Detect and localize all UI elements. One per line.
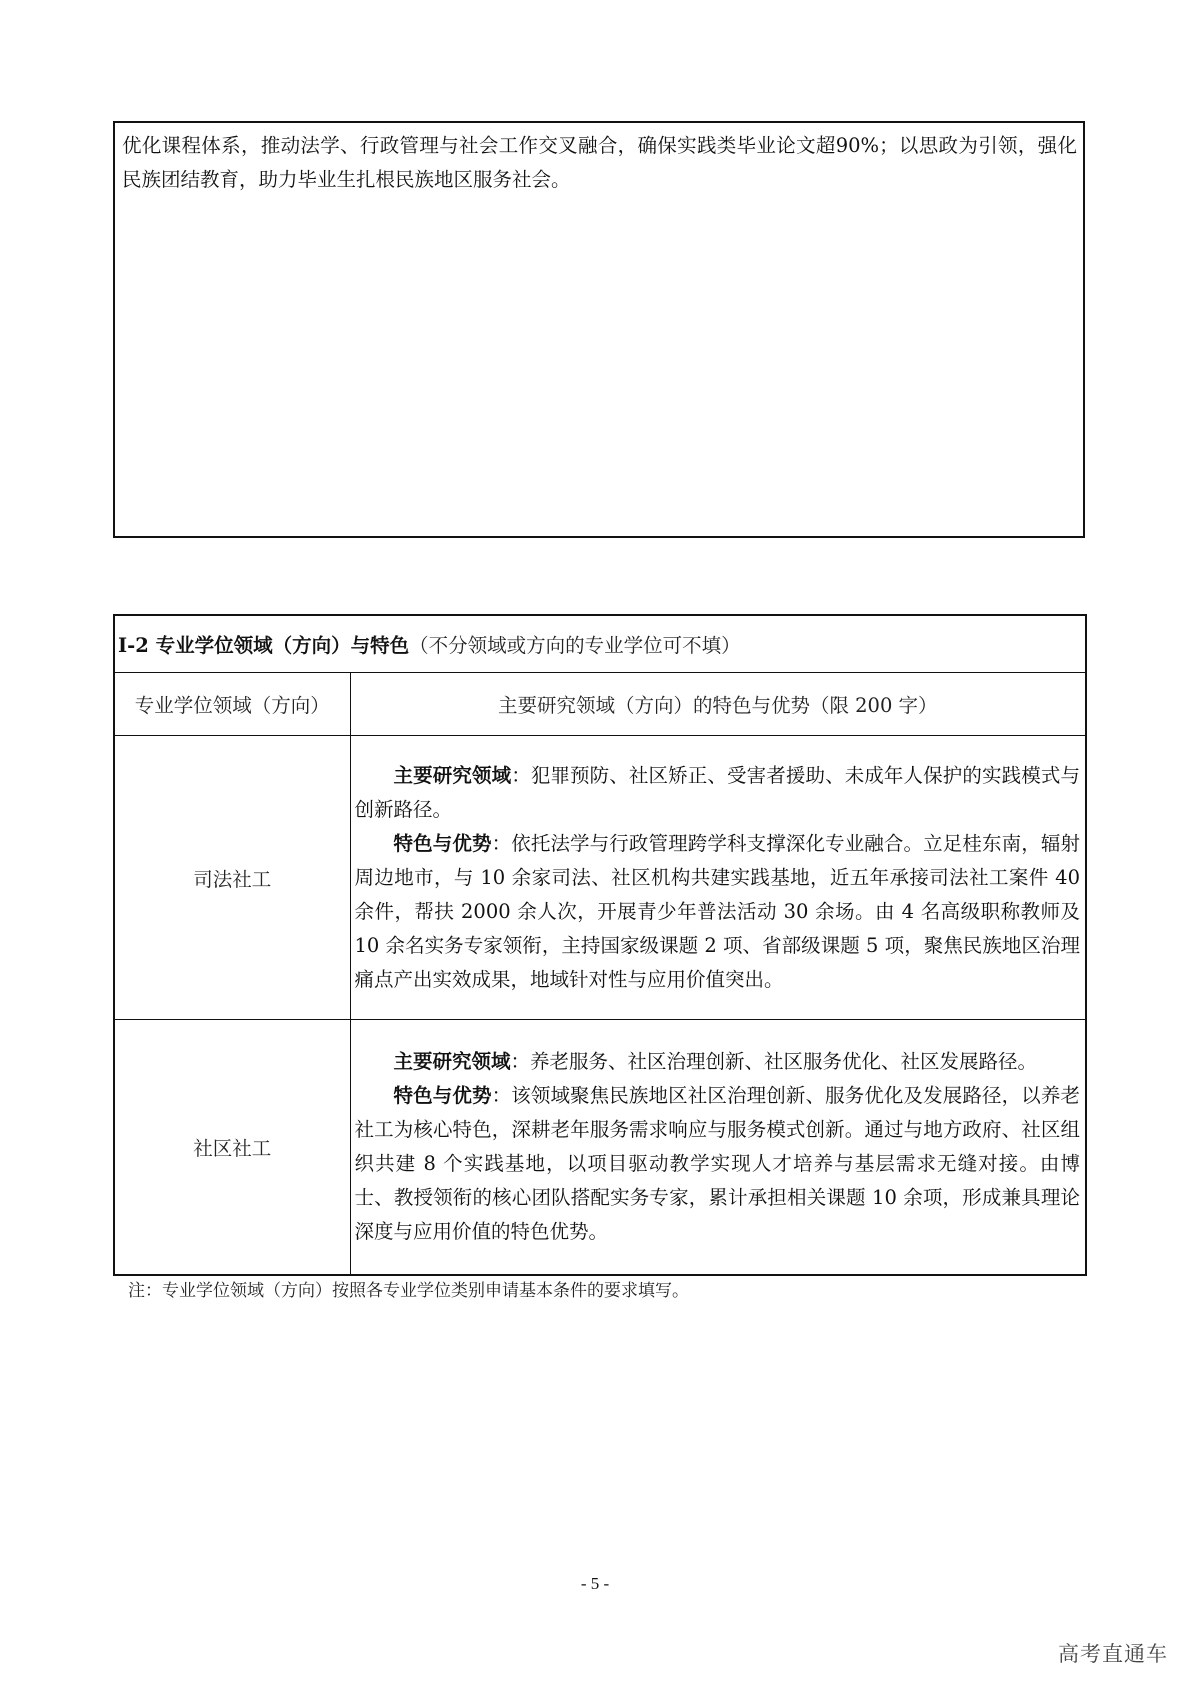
features-text: ：该领域聚焦民族地区社区治理创新、服务优化及发展路径，以养老社工为核心特色，深耕老年服务需求响应与服务模式创新。通过与地方政府、社区组织共建 8 个实践基地，以项目驱动教学实现人才培养与基层需求无缝对接。由博士、教授领衔的核心团队搭配实务专家，累计承担相关课题 10 余项，形成兼具理论深度与应用价值的特色优势。 [354,1084,1080,1243]
features-label: 特色与优势 [393,831,492,855]
features-label: 特色与优势 [393,1084,492,1107]
table-footnote: 注：专业学位领域（方向）按照各专业学位类别申请基本条件的要求填写。 [128,1281,689,1301]
column-header-row [114,673,1086,736]
section-title-bold: I-2 专业学位领域（方向）与特色 [118,634,410,657]
section-title-note: （不分领域或方向的专业学位可不填） [409,634,741,657]
research-area-label: 主要研究领域 [393,1050,511,1073]
field-description-cell [350,736,1086,1020]
continuation-text: 优化课程体系，推动法学、行政管理与社会工作交叉融合，确保实践类毕业论文超90%；以思政为引领，强化民族团结教育，助力毕业生扎根民族地区服务社会。 [122,134,1077,191]
watermark-text: 高考直通车 [1058,1642,1168,1666]
section-title [114,615,1086,673]
research-area-text: ：犯罪预防、社区矫正、受害者援助、未成年人保护的实践模式与创新路径。 [354,763,1080,821]
field-name-cell: 司法社工 [114,736,350,1020]
page-number: - 5 - [580,1574,610,1593]
features-paragraph [355,1079,1081,1249]
section-header-row [114,615,1086,673]
table-row [114,1020,1086,1276]
previous-section-continuation-box [113,121,1085,538]
professional-degree-fields-table [113,614,1087,1276]
table-row [114,736,1086,1020]
field-description-cell [350,1020,1086,1276]
research-area-paragraph [355,759,1081,827]
field-name-cell: 社区社工 [114,1020,350,1276]
research-area-paragraph [355,1045,1081,1079]
column-header-description: 主要研究领域（方向）的特色与优势（限 200 字） [350,673,1086,736]
research-area-text: ：养老服务、社区治理创新、社区服务优化、社区发展路径。 [510,1050,1038,1073]
research-area-label: 主要研究领域 [393,763,512,787]
features-text: ：依托法学与行政管理跨学科支撑深化专业融合。立足桂东南，辐射周边地市，与 10 余家司法、社区机构共建实践基地，近五年承接司法社工案件 40 余件，帮扶 2000 余人次，开展青少年普法活动 30 余场。由 4 名高级职称教师及 10 余名实务专家领衔，主持国家级课题 2 项、省部级课题 5 项，聚焦民族地区治理痛点产出实效成果，地域针对性与应用价值突出。 [354,831,1080,991]
column-header-field: 专业学位领域（方向） [114,673,350,736]
features-paragraph [355,827,1081,997]
